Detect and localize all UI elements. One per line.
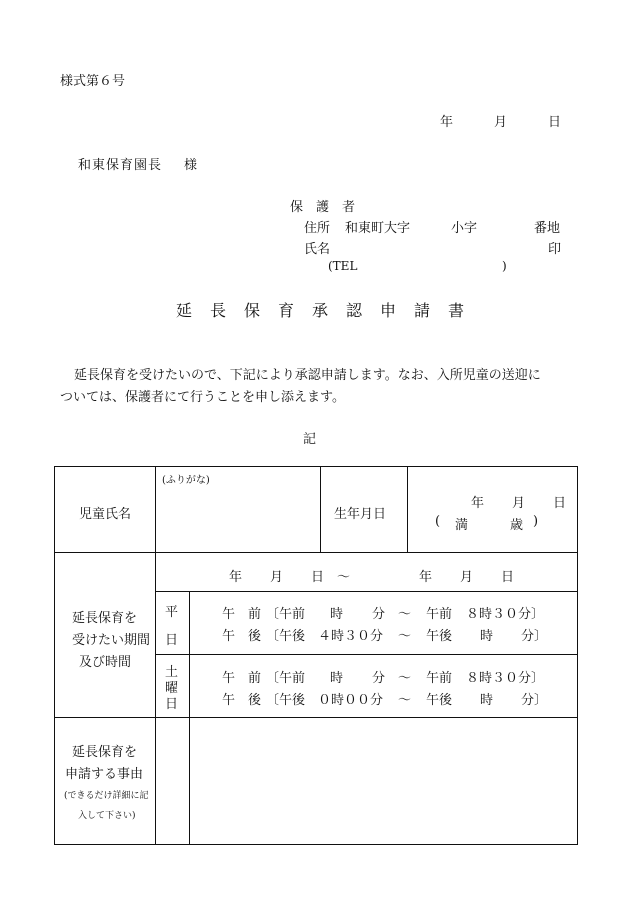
saturday-pm-from-time: ０時００分 <box>318 693 384 708</box>
table-right-border <box>577 466 578 845</box>
period-label-line-3: 及び時間 <box>79 655 132 670</box>
range-year-2: 年 <box>419 570 433 585</box>
weekday-pm-minute: 分〕 <box>521 629 548 644</box>
reason-label-line-1: 延長保育を <box>72 745 138 760</box>
seal-label: 印 <box>548 242 562 257</box>
weekday-pm-from-open: 〔午後 <box>266 629 306 644</box>
address-label: 住所 <box>304 221 331 236</box>
weekday-pm-to-ampm: 午後 <box>426 629 453 644</box>
reason-label-line-2: 申請する事由 <box>65 767 144 782</box>
tel-open: (TEL <box>328 259 358 273</box>
weekday-am-to-time: ８時３０分〕 <box>466 607 545 622</box>
range-day-1: 日 <box>311 570 325 585</box>
sublabel-column-separator <box>189 591 190 845</box>
weekday-pm-prefix: 午 後 <box>222 629 262 644</box>
birth-date-separator <box>407 466 408 553</box>
period-range-separator <box>155 591 578 592</box>
weekday-am-minute: 分 <box>372 607 386 622</box>
weekday-label-2: 日 <box>165 633 179 648</box>
guardian-heading: 保 護 者 <box>290 200 356 215</box>
range-month-1: 月 <box>270 570 284 585</box>
table-bottom-border <box>54 844 578 845</box>
age-sai-label: 歳 <box>510 518 524 533</box>
name-label: 氏名 <box>304 242 331 257</box>
birthdate-label: 生年月日 <box>334 507 387 522</box>
row-separator-2 <box>54 717 578 718</box>
weekday-am-from-open: 〔午前 <box>266 607 306 622</box>
saturday-am-from-open: 〔午前 <box>266 671 306 686</box>
weekday-am-prefix: 午 前 <box>222 607 262 622</box>
ki-label: 記 <box>303 432 317 447</box>
saturday-am-tilde: ～ <box>398 671 412 686</box>
saturday-am-to-time: ８時３０分〕 <box>466 671 545 686</box>
saturday-am-hour: 時 <box>330 671 344 686</box>
birth-year-label: 年 <box>471 496 485 511</box>
weekday-saturday-separator <box>155 654 578 655</box>
recipient-honorific: 様 <box>184 158 198 173</box>
date-year-label: 年 <box>440 115 454 130</box>
birth-month-label: 月 <box>512 496 526 511</box>
child-name-label: 児童氏名 <box>79 507 132 522</box>
period-label-line-2: 受けたい期間 <box>72 633 151 648</box>
weekday-am-to-ampm: 午前 <box>426 607 453 622</box>
address-town: 和東町大字 <box>345 221 411 236</box>
form-number: 様式第６号 <box>60 74 126 89</box>
address-banchi: 番地 <box>534 221 561 236</box>
table-left-border <box>54 466 55 845</box>
saturday-pm-from-open: 〔午後 <box>266 693 306 708</box>
weekday-label-1: 平 <box>165 605 179 620</box>
document-title: 延長保育承認申請書 <box>176 301 483 320</box>
row-separator-1 <box>54 552 578 553</box>
date-month-label: 月 <box>494 115 508 130</box>
name-birth-separator <box>320 466 321 553</box>
tel-close: ) <box>502 259 507 273</box>
weekday-am-tilde: ～ <box>398 607 412 622</box>
recipient-name: 和東保育園長 <box>78 158 163 173</box>
range-tilde: ～ <box>337 570 351 585</box>
saturday-pm-prefix: 午 後 <box>222 693 262 708</box>
saturday-am-to-ampm: 午前 <box>426 671 453 686</box>
range-month-2: 月 <box>460 570 474 585</box>
saturday-am-minute: 分 <box>372 671 386 686</box>
weekday-pm-tilde: ～ <box>398 629 412 644</box>
weekday-am-hour: 時 <box>330 607 344 622</box>
saturday-label-1: 土 <box>165 665 179 680</box>
birth-day-label: 日 <box>553 496 567 511</box>
label-column-separator <box>155 466 156 845</box>
body-text-line-2: ついては、保護者にて行うことを申し添えます。 <box>60 390 345 405</box>
saturday-pm-minute: 分〕 <box>521 693 548 708</box>
weekday-pm-hour: 時 <box>480 629 494 644</box>
range-year-1: 年 <box>229 570 243 585</box>
weekday-pm-from-time: ４時３０分 <box>318 629 384 644</box>
furigana-label: (ふりがな) <box>162 475 210 486</box>
saturday-label-3: 日 <box>165 697 179 712</box>
reason-note-line-2: 入して下さい) <box>78 811 136 821</box>
date-day-label: 日 <box>548 115 562 130</box>
age-man-label: 満 <box>455 518 469 533</box>
period-label-line-1: 延長保育を <box>72 611 138 626</box>
saturday-am-prefix: 午 前 <box>222 671 262 686</box>
table-top-border <box>54 466 578 467</box>
saturday-pm-hour: 時 <box>480 693 494 708</box>
address-koaza: 小字 <box>451 221 478 236</box>
saturday-label-2: 曜 <box>165 681 179 696</box>
saturday-pm-tilde: ～ <box>398 693 412 708</box>
body-text-line-1: 延長保育を受けたいので、下記により承認申請します。なお、入所児童の送迎に <box>74 368 541 383</box>
range-day-2: 日 <box>501 570 515 585</box>
saturday-pm-to-ampm: 午後 <box>426 693 453 708</box>
reason-note-line-1: (できるだけ詳細に記 <box>64 791 149 801</box>
age-open-paren: ( <box>435 514 441 529</box>
age-close-paren: ) <box>533 514 539 529</box>
